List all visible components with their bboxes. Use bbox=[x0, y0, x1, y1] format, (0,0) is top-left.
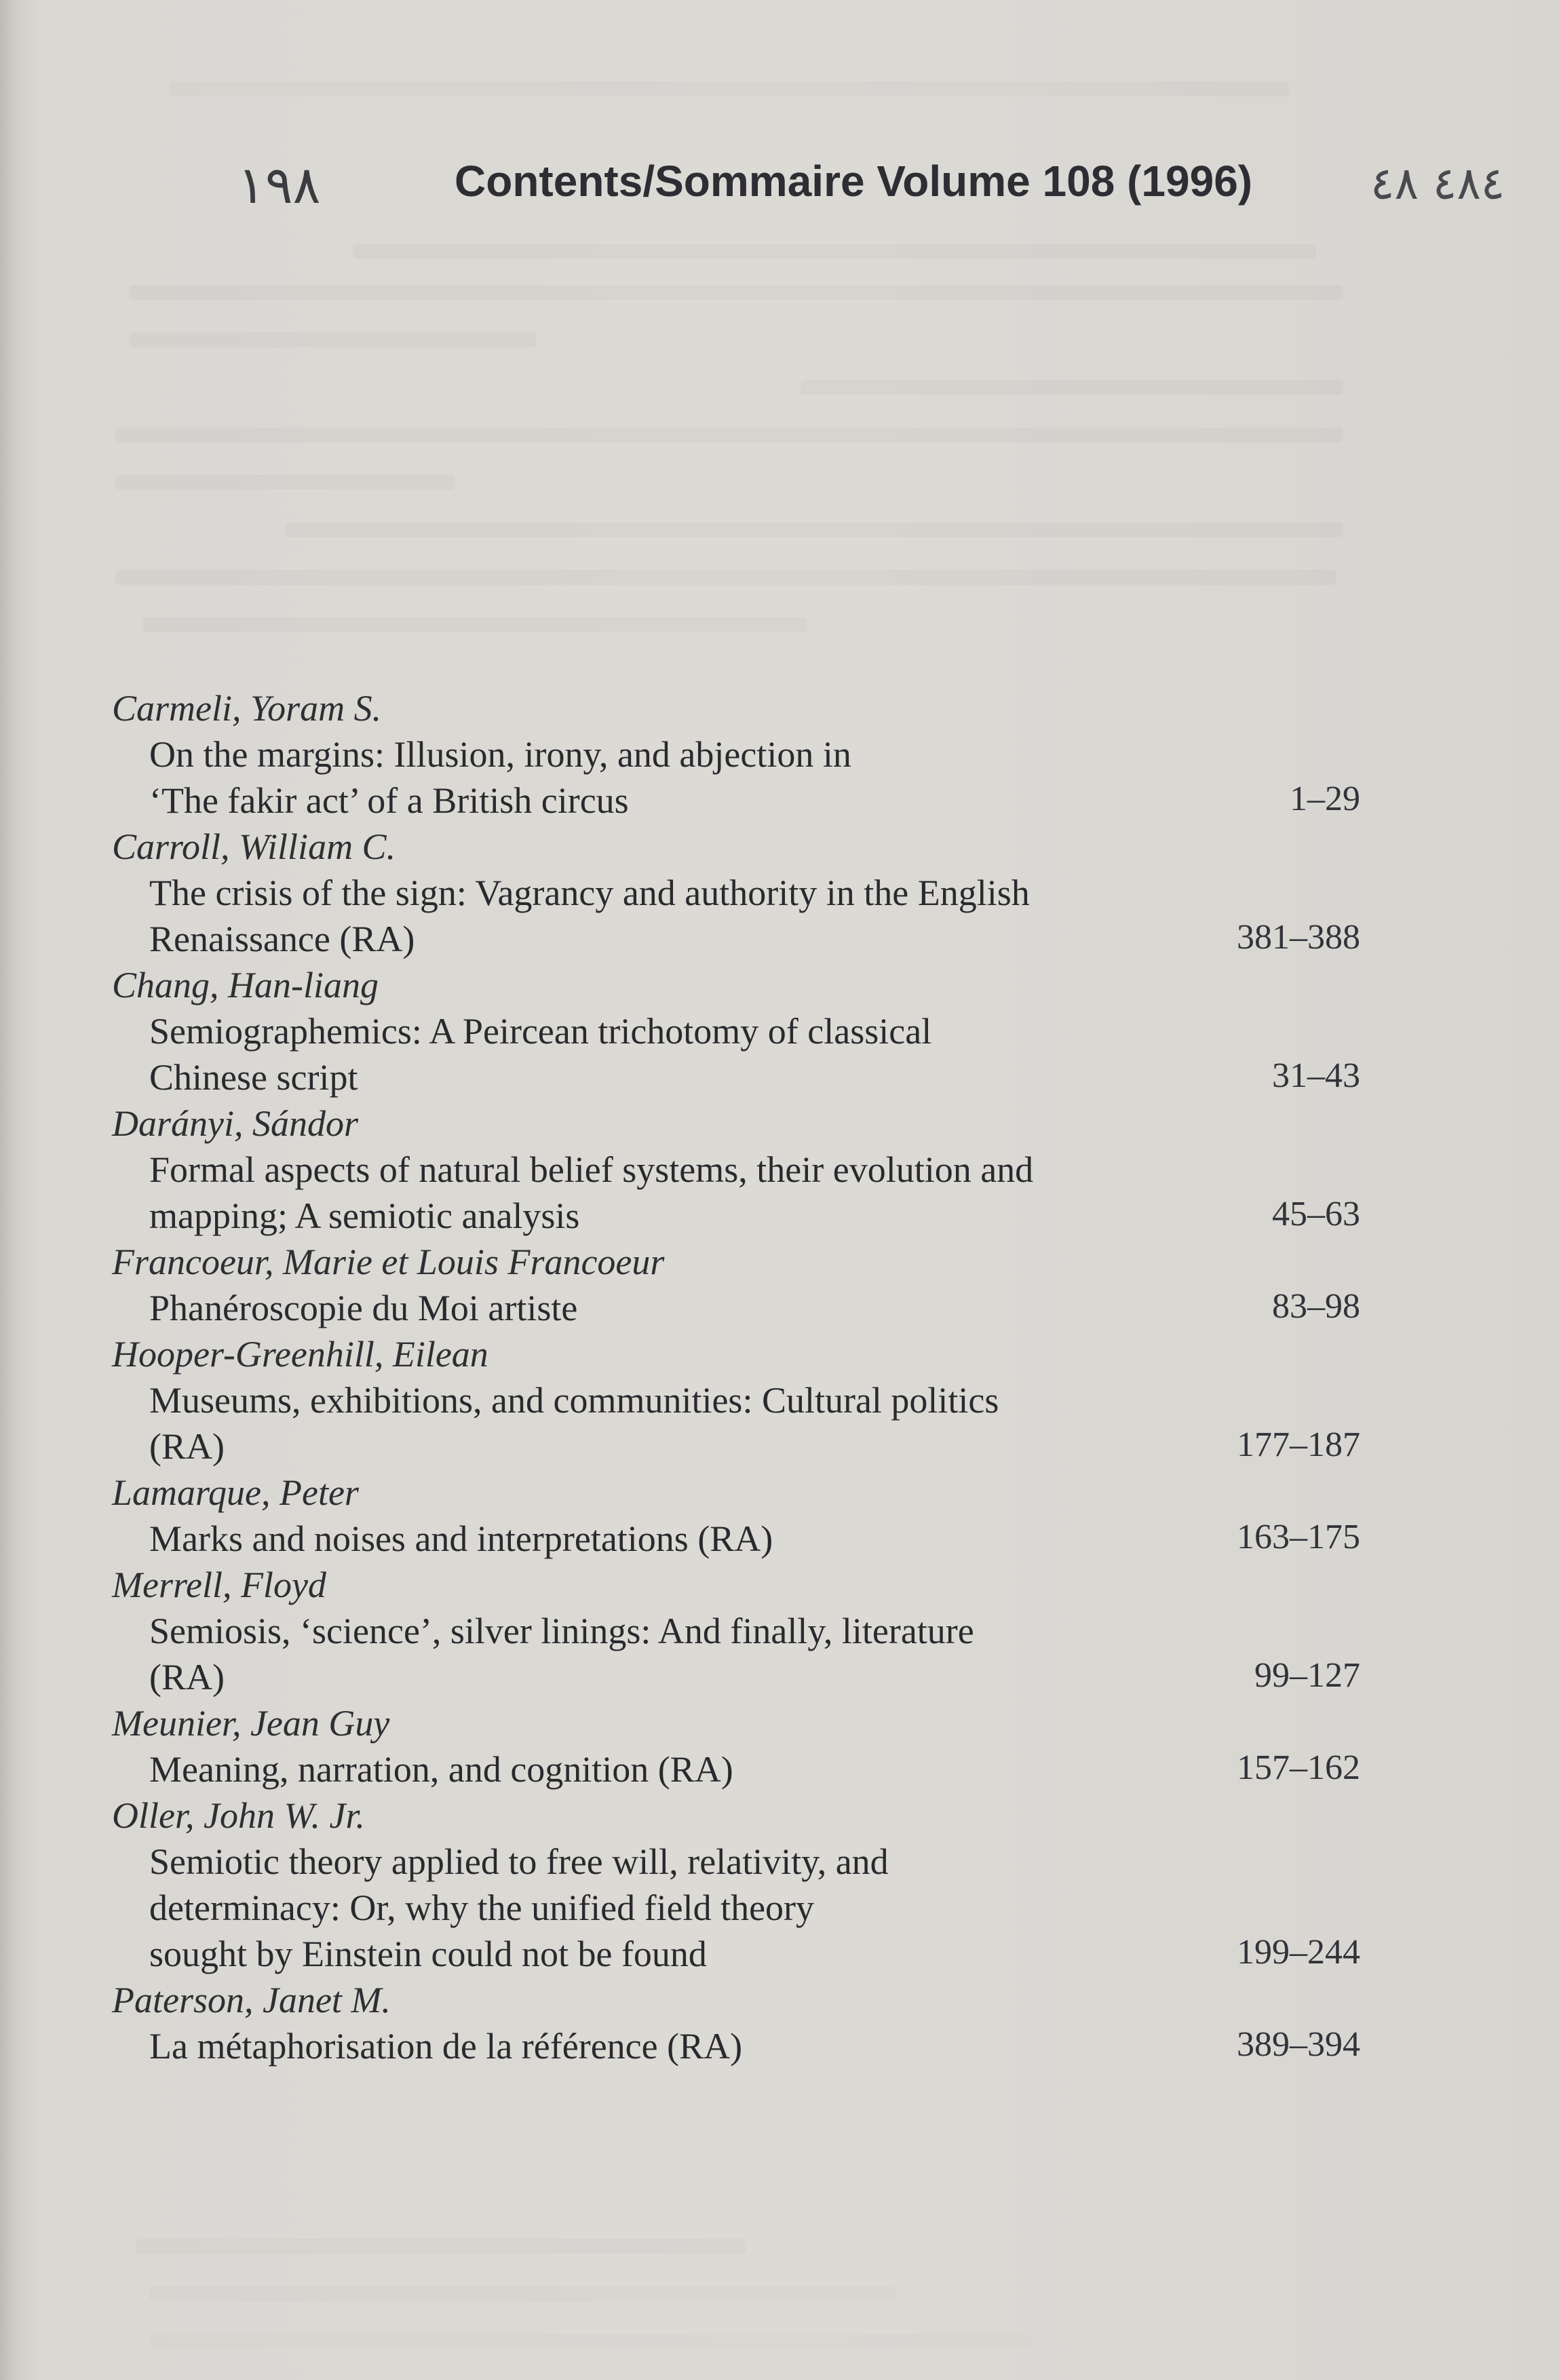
entry-author: Francoeur, Marie et Louis Francoeur bbox=[112, 1242, 665, 1282]
entry-title-line: determinacy: Or, why the unified field theory bbox=[149, 1887, 815, 1928]
entry-title-line: (RA) bbox=[149, 1657, 225, 1697]
entry-title-line: Marks and noises and interpretations (RA) bbox=[149, 1518, 773, 1559]
contents-entry bbox=[112, 962, 1360, 1100]
entry-pages: 99–127 bbox=[1254, 1656, 1360, 1695]
entry-title-line: Museums, exhibitions, and communities: Cultural politics bbox=[149, 1380, 999, 1421]
contents-entry bbox=[112, 1700, 1360, 1792]
entry-title bbox=[112, 1839, 1221, 1977]
entry-title bbox=[112, 870, 1221, 962]
entry-author: Carroll, William C. bbox=[112, 826, 396, 867]
contents-list bbox=[112, 685, 1360, 2069]
entry-author: Merrell, Floyd bbox=[112, 1565, 326, 1605]
entry-title-line: La métaphorisation de la référence (RA) bbox=[149, 2026, 743, 2067]
page-header bbox=[0, 148, 1559, 229]
entry-author: Chang, Han-liang bbox=[112, 965, 379, 1005]
entry-title-line: ‘The fakir act’ of a British circus bbox=[149, 780, 629, 821]
entry-title-line: Phanéroscopie du Moi artiste bbox=[149, 1288, 578, 1328]
entry-title bbox=[112, 1147, 1221, 1239]
page-title: Contents/Sommaire Volume 108 (1996) bbox=[455, 157, 1253, 206]
entry-pages: 381–388 bbox=[1237, 918, 1360, 957]
entry-title-line: On the margins: Illusion, irony, and abjection in bbox=[149, 734, 851, 775]
contents-entry bbox=[112, 685, 1360, 824]
entry-author: Carmeli, Yoram S. bbox=[112, 688, 382, 729]
entry-pages: 157–162 bbox=[1237, 1748, 1360, 1787]
entry-pages: 163–175 bbox=[1237, 1518, 1360, 1556]
contents-entry bbox=[112, 1977, 1360, 2069]
entry-title-line: (RA) bbox=[149, 1426, 225, 1467]
entry-pages: 45–63 bbox=[1272, 1195, 1360, 1233]
contents-entry bbox=[112, 1331, 1360, 1470]
entry-author: Oller, John W. Jr. bbox=[112, 1795, 365, 1836]
entry-title bbox=[112, 1008, 1221, 1100]
entry-title-line: The crisis of the sign: Vagrancy and authority in the English bbox=[149, 872, 1030, 913]
entry-title bbox=[112, 1746, 1221, 1792]
contents-entry bbox=[112, 1470, 1360, 1562]
entry-author: Meunier, Jean Guy bbox=[112, 1703, 390, 1744]
contents-entry bbox=[112, 1792, 1360, 1977]
entry-title-line: Chinese script bbox=[149, 1057, 358, 1098]
entry-title-line: Semiosis, ‘science’, silver linings: And finally, literature bbox=[149, 1611, 974, 1651]
entry-pages: 199–244 bbox=[1237, 1933, 1360, 1972]
entry-pages: 83–98 bbox=[1272, 1287, 1360, 1326]
entry-author: Darányi, Sándor bbox=[112, 1103, 358, 1144]
entry-title bbox=[112, 731, 1221, 824]
entry-title-line: sought by Einstein could not be found bbox=[149, 1934, 707, 1974]
entry-title-line: Renaissance (RA) bbox=[149, 919, 415, 959]
entry-title bbox=[112, 2023, 1221, 2069]
handwritten-annotation-left: ١٩٨ bbox=[237, 155, 321, 215]
entry-title bbox=[112, 1377, 1221, 1470]
contents-entry bbox=[112, 1239, 1360, 1331]
entry-author: Hooper-Greenhill, Eilean bbox=[112, 1334, 488, 1375]
entry-title bbox=[112, 1516, 1221, 1562]
entry-title-line: mapping; A semiotic analysis bbox=[149, 1195, 580, 1236]
entry-title bbox=[112, 1285, 1221, 1331]
contents-entry bbox=[112, 824, 1360, 962]
entry-title-line: Semiotic theory applied to free will, relativity, and bbox=[149, 1841, 889, 1882]
entry-author: Paterson, Janet M. bbox=[112, 1980, 391, 2020]
entry-title-line: Semiographemics: A Peircean trichotomy of classical bbox=[149, 1011, 932, 1052]
entry-title-line: Meaning, narration, and cognition (RA) bbox=[149, 1749, 733, 1790]
entry-pages: 389–394 bbox=[1237, 2025, 1360, 2064]
entry-title-line: Formal aspects of natural belief systems, their evolution and bbox=[149, 1149, 1034, 1190]
handwritten-annotation-right: ٤٨٤ ٤٨ bbox=[1370, 157, 1505, 210]
entry-pages: 1–29 bbox=[1290, 780, 1360, 818]
contents-entry bbox=[112, 1562, 1360, 1700]
entry-title bbox=[112, 1608, 1221, 1700]
entry-pages: 31–43 bbox=[1272, 1056, 1360, 1095]
entry-pages: 177–187 bbox=[1237, 1425, 1360, 1464]
entry-author: Lamarque, Peter bbox=[112, 1472, 359, 1513]
contents-entry bbox=[112, 1100, 1360, 1239]
